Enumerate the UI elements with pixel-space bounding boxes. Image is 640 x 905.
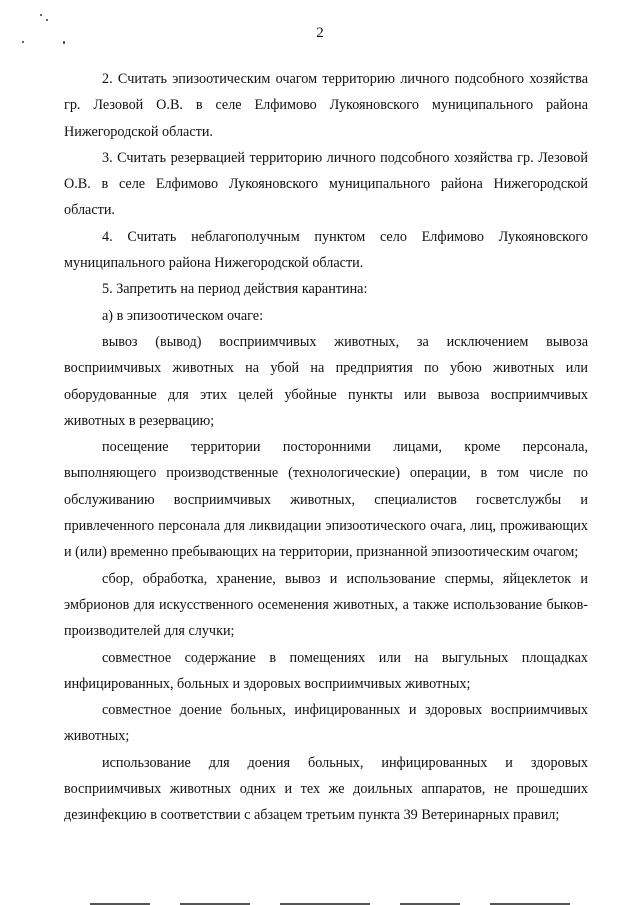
prohibition-joint-keeping: совместное содержание в помещениях или на выгульных площадках инфицированных, больных и здоровых восприимчивых животных; bbox=[64, 649, 588, 692]
scan-speck bbox=[40, 14, 42, 16]
paragraph-item-2: 2. Считать эпизоотическим очагом территорию личного подсобного хозяйства гр. Лезовой О.В. в селе Елфимово Лукояновского муниципального района Нижегородской области. bbox=[64, 71, 588, 140]
paragraph-item-4: 4. Считать неблагополучным пунктом село Елфимово Лукояновского муниципального района Нижегородской области. bbox=[64, 228, 588, 272]
prohibition-visits: посещение территории посторонними лицами, кроме персонала, выполняющего производственные (технологические) операции, в том числе по обслуживанию восприимчивых животных, специалистов госветслужбы и привлеченного персонала для ликвидации эпизоотического очага, лиц, проживающих и (или) временно пребывающих на территории, признанной эпизоотическим очагом; bbox=[64, 439, 588, 561]
prohibition-semen: сбор, обработка, хранение, вывоз и использование спермы, яйцеклеток и эмбрионов для искусственного осеменения животных, а также использование быков-производителей для случки; bbox=[64, 570, 588, 640]
paragraph-item-5: 5. Запретить на период действия карантина: bbox=[102, 281, 368, 298]
prohibition-export: вывоз (вывод) восприимчивых животных, за исключением вывоза восприимчивых животных на убой на предприятия по убою животных или оборудованные для этих целей убойные пункты или вывоза восприимчивых животных в резервацию; bbox=[64, 333, 588, 429]
subparagraph-a: а) в эпизоотическом очаге: bbox=[102, 307, 264, 324]
prohibition-joint-milking: совместное доение больных, инфицированных и здоровых восприимчивых животных; bbox=[64, 702, 588, 745]
prohibition-milking-machines: использование для доения больных, инфицированных и здоровых восприимчивых животных одних и тех же доильных аппаратов, не прошедших дезинфекцию в соответствии с абзацем третьим пункта 39 Ветеринарных правил; bbox=[64, 754, 588, 824]
scan-speck bbox=[46, 19, 48, 21]
page-number: 2 bbox=[316, 25, 324, 41]
paragraph-item-3: 3. Считать резервацией территорию личного подсобного хозяйства гр. Лезовой О.В. в селе Елфимово Лукояновского муниципального района Нижегородской области. bbox=[64, 149, 588, 219]
document-body bbox=[64, 66, 588, 829]
